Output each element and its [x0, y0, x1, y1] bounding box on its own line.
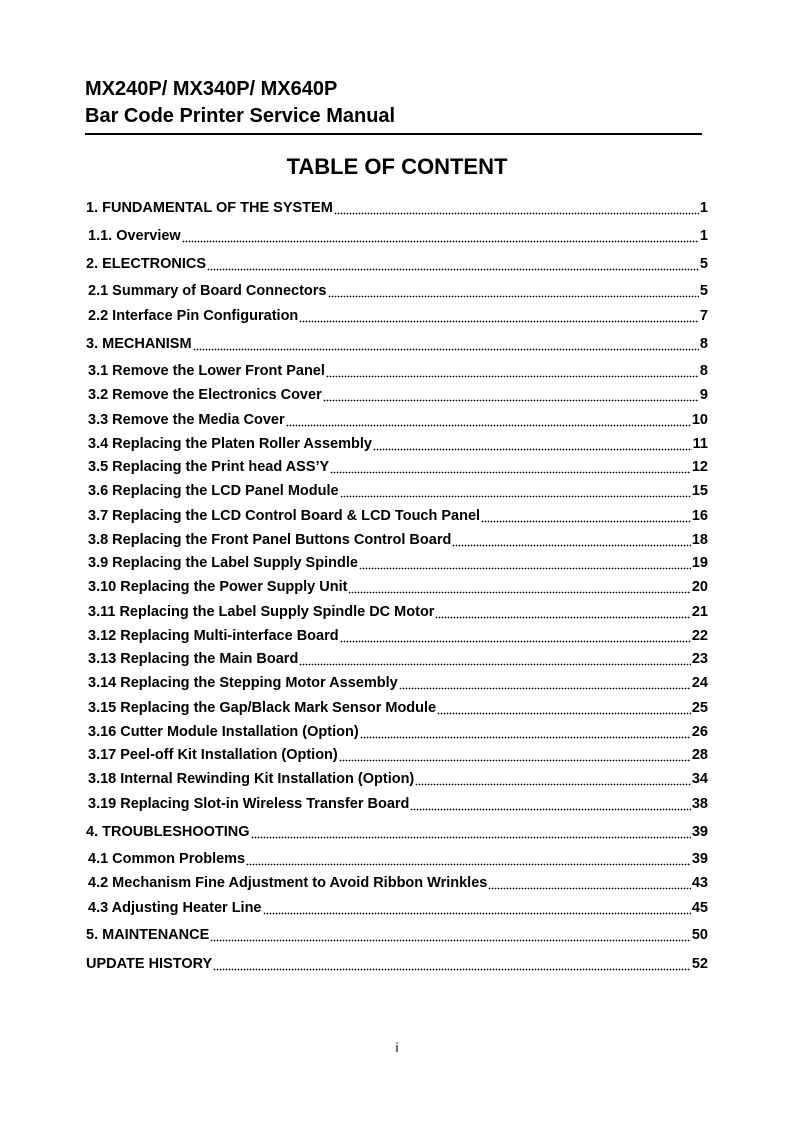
toc-entry-label: 3.8 Replacing the Front Panel Buttons Control Board [88, 532, 452, 548]
toc-entry-label: 3.7 Replacing the LCD Control Board & LCD Touch Panel [88, 508, 481, 524]
toc-entry[interactable] [86, 255, 708, 273]
toc-entry-page: 28 [691, 747, 708, 763]
toc-entry-page: 39 [691, 824, 708, 840]
toc-dot-leader [437, 699, 691, 717]
toc-entry-label: 3.2 Remove the Electronics Cover [88, 387, 322, 403]
toc-entry[interactable] [88, 699, 708, 717]
toc-entry[interactable] [88, 899, 708, 917]
toc-entry-page: 9 [699, 387, 708, 403]
toc-entry-page: 21 [691, 604, 708, 620]
toc-dot-leader [330, 458, 691, 476]
toc-entry[interactable] [88, 507, 708, 525]
toc-dot-leader [213, 955, 691, 973]
toc-dot-leader [323, 386, 699, 404]
toc-entry[interactable] [88, 411, 708, 429]
toc-dot-leader [373, 435, 692, 453]
toc-entry-page: 18 [691, 532, 708, 548]
toc-entry-label: UPDATE HISTORY [86, 956, 213, 972]
toc-dot-leader [246, 850, 691, 868]
toc-entry[interactable] [88, 362, 708, 380]
toc-entry-label: 3.1 Remove the Lower Front Panel [88, 363, 325, 379]
toc-entry[interactable] [86, 926, 708, 944]
toc-entry[interactable] [88, 435, 708, 453]
toc-dot-leader [286, 411, 691, 429]
toc-entry-page: 22 [691, 628, 708, 644]
toc-entry-page: 52 [691, 956, 708, 972]
toc-dot-leader [251, 823, 691, 841]
toc-entry-label: 2. ELECTRONICS [86, 256, 207, 272]
toc-entry[interactable] [88, 850, 708, 868]
toc-entry[interactable] [88, 650, 708, 668]
toc-entry-label: 4.1 Common Problems [88, 851, 246, 867]
toc-entry[interactable] [88, 578, 708, 596]
toc-entry-page: 15 [691, 483, 708, 499]
toc-entry[interactable] [88, 554, 708, 572]
toc-dot-leader [452, 531, 691, 549]
toc-entry-label: 3.19 Replacing Slot-in Wireless Transfer Board [88, 796, 410, 812]
toc-entry-page: 12 [691, 459, 708, 475]
toc-entry-label: 3.4 Replacing the Platen Roller Assembly [88, 436, 372, 452]
toc-entry[interactable] [88, 770, 708, 788]
toc-entry-label: 5. MAINTENANCE [86, 927, 210, 943]
toc-entry-page: 25 [691, 700, 708, 716]
toc-entry-page: 50 [691, 927, 708, 943]
toc-dot-leader [360, 723, 691, 741]
toc-entry-page: 5 [699, 256, 708, 272]
toc-entry[interactable] [86, 955, 708, 973]
toc-entry-page: 45 [691, 900, 708, 916]
toc-entry[interactable] [88, 307, 708, 325]
toc-dot-leader [359, 554, 691, 572]
toc-dot-leader [399, 674, 691, 692]
toc-dot-leader [207, 255, 699, 273]
toc-entry[interactable] [88, 458, 708, 476]
toc-entry[interactable] [88, 227, 708, 245]
toc-entry[interactable] [88, 795, 708, 813]
header-manual-title: Bar Code Printer Service Manual [85, 105, 396, 127]
toc-entry-label: 3.14 Replacing the Stepping Motor Assembly [88, 675, 398, 691]
toc-entry-page: 20 [691, 579, 708, 595]
toc-entry[interactable] [88, 723, 708, 741]
toc-entry[interactable] [88, 282, 708, 300]
toc-entry-page: 26 [691, 724, 708, 740]
toc-entry-label: 3.17 Peel-off Kit Installation (Option) [88, 747, 338, 763]
toc-entry-page: 34 [691, 771, 708, 787]
toc-entry-label: 3. MECHANISM [86, 336, 192, 352]
toc-entry-label: 3.11 Replacing the Label Supply Spindle DC Motor [88, 604, 435, 620]
toc-dot-leader [481, 507, 691, 525]
toc-entry[interactable] [88, 603, 708, 621]
toc-entry-label: 1.1. Overview [88, 228, 181, 244]
toc-dot-leader [328, 282, 699, 300]
toc-entry[interactable] [88, 386, 708, 404]
toc-entry-label: 3.18 Internal Rewinding Kit Installation (Option) [88, 771, 415, 787]
toc-dot-leader [348, 578, 690, 596]
toc-entry-label: 2.1 Summary of Board Connectors [88, 283, 327, 299]
toc-entry[interactable] [88, 627, 708, 645]
toc-entry[interactable] [88, 674, 708, 692]
toc-dot-leader [339, 746, 691, 764]
toc-dot-leader [340, 627, 691, 645]
toc-dot-leader [415, 770, 691, 788]
toc-entry-page: 24 [691, 675, 708, 691]
toc-entry-page: 1 [699, 228, 708, 244]
toc-entry-label: 4. TROUBLESHOOTING [86, 824, 250, 840]
toc-entry-page: 7 [699, 308, 708, 324]
toc-dot-leader [299, 307, 699, 325]
toc-entry[interactable] [88, 531, 708, 549]
toc-entry-label: 3.9 Replacing the Label Supply Spindle [88, 555, 358, 571]
toc-dot-leader [182, 227, 699, 245]
toc-entry[interactable] [86, 335, 708, 353]
toc-entry-page: 38 [691, 796, 708, 812]
toc-dot-leader [299, 650, 691, 668]
toc-dot-leader [435, 603, 690, 621]
toc-entry-page: 16 [691, 508, 708, 524]
document-header [85, 76, 702, 135]
toc-entry[interactable] [86, 199, 708, 217]
toc-dot-leader [334, 199, 699, 217]
toc-entry-label: 3.5 Replacing the Print head ASS’Y [88, 459, 330, 475]
toc-entry-page: 19 [691, 555, 708, 571]
toc-entry-label: 3.6 Replacing the LCD Panel Module [88, 483, 339, 499]
toc-entry-label: 1. FUNDAMENTAL OF THE SYSTEM [86, 200, 333, 216]
toc-dot-leader [210, 926, 691, 944]
toc-entry-label: 4.2 Mechanism Fine Adjustment to Avoid Ribbon Wrinkles [88, 875, 488, 891]
toc-title: TABLE OF CONTENT [286, 154, 508, 179]
toc-entry[interactable] [88, 746, 708, 764]
toc-entry-page: 11 [692, 436, 708, 452]
toc-entry-page: 5 [699, 283, 708, 299]
toc-entry-page: 43 [691, 875, 708, 891]
toc-entry-label: 2.2 Interface Pin Configuration [88, 308, 299, 324]
toc-entry-page: 8 [699, 363, 708, 379]
header-rule [85, 133, 702, 135]
toc-dot-leader [488, 874, 691, 892]
toc-entry-label: 3.15 Replacing the Gap/Black Mark Sensor Module [88, 700, 437, 716]
toc-entry[interactable] [88, 482, 708, 500]
toc-dot-leader [326, 362, 699, 380]
toc-entry-page: 8 [699, 336, 708, 352]
header-models: MX240P/ MX340P/ MX640P [85, 78, 338, 100]
page-number: i [395, 1040, 399, 1055]
toc-entry[interactable] [86, 823, 708, 841]
toc-entry-page: 23 [691, 651, 708, 667]
toc-entry-label: 3.13 Replacing the Main Board [88, 651, 299, 667]
toc-entry-page: 10 [691, 412, 708, 428]
toc-entry-page: 1 [699, 200, 708, 216]
toc-dot-leader [410, 795, 690, 813]
toc-entry-label: 3.16 Cutter Module Installation (Option) [88, 724, 359, 740]
toc-entry-page: 39 [691, 851, 708, 867]
toc-dot-leader [340, 482, 691, 500]
toc-entry-label: 3.10 Replacing the Power Supply Unit [88, 579, 348, 595]
toc-entry-label: 4.3 Adjusting Heater Line [88, 900, 262, 916]
toc-dot-leader [263, 899, 691, 917]
toc-entry[interactable] [88, 874, 708, 892]
toc-entry-label: 3.3 Remove the Media Cover [88, 412, 285, 428]
toc-entry-label: 3.12 Replacing Multi-interface Board [88, 628, 339, 644]
toc-dot-leader [193, 335, 699, 353]
